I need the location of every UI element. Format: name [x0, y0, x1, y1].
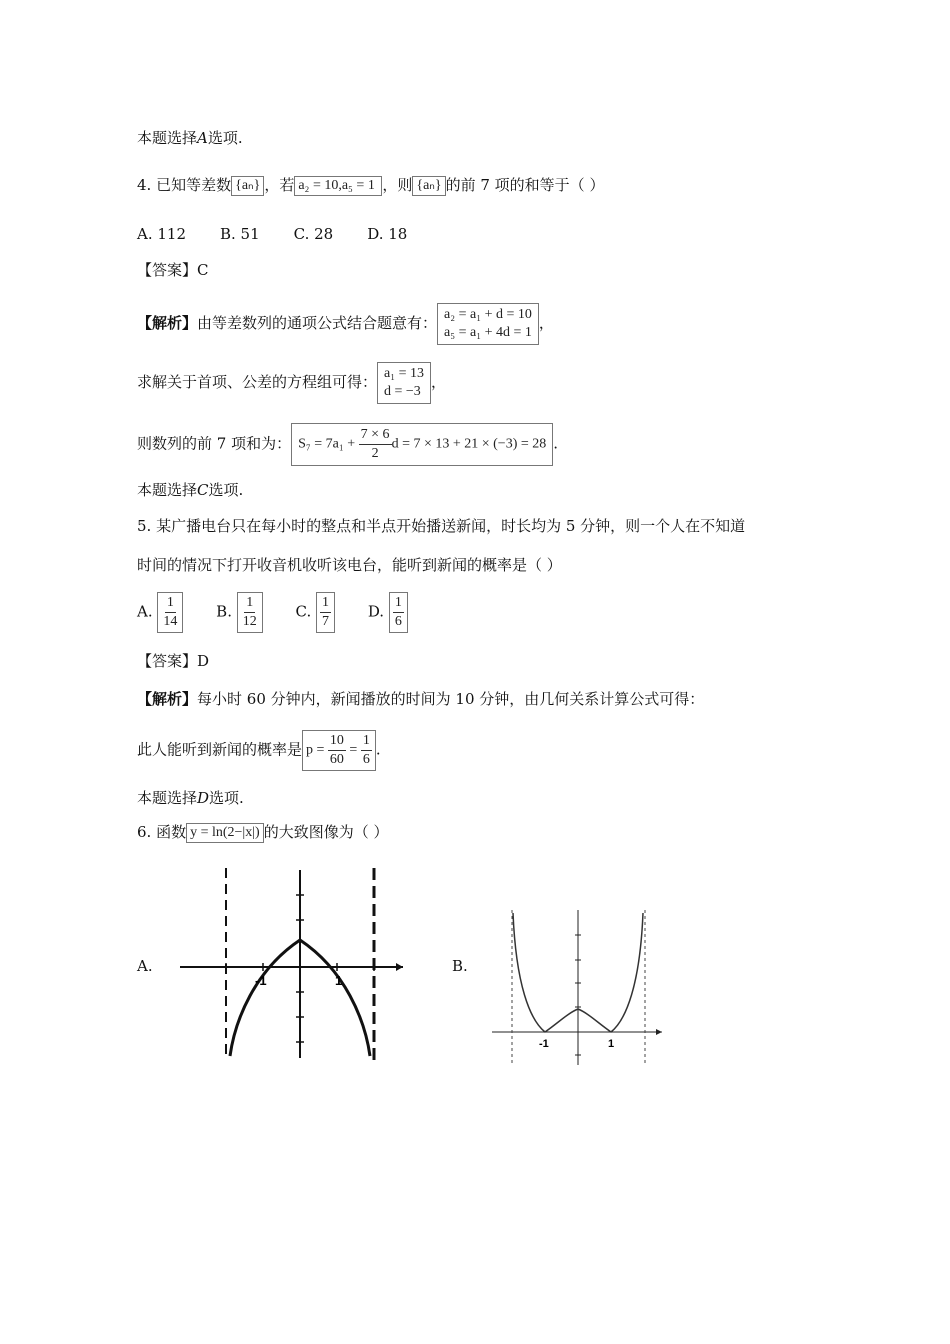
question-5-explanation-2: 此人能听到新闻的概率是 p = $\frac{10}{60}$ = $\frac{1}{6}$ . — [137, 730, 381, 771]
question-6: 6. 函数 y = ln(2−|x|) 的大致图像为（ ） — [137, 823, 389, 841]
prev-answer-selection: 本题选择A选项. — [137, 129, 243, 147]
question-4-explanation-2: 求解关于首项、公差的方程组可得： a₁ = 13 d = −3 ， — [137, 362, 446, 404]
graph-b-tick-1: 1 — [608, 1038, 615, 1050]
graph-a-tick-neg1: -1 — [255, 973, 267, 988]
option-d: D. 18 — [367, 225, 408, 243]
option-c: C. $\frac{1}{7}$ — [296, 592, 336, 633]
question-5-line-1: 5. 某广播电台只在每小时的整点和半点开始播送新闻，时长均为 5 分钟，则一个人在不知道 — [137, 517, 746, 535]
question-4-options — [137, 224, 441, 244]
math-condition: a₂ = 10,a₅ = 1 — [294, 176, 382, 196]
math-sequence: {aₙ} — [231, 176, 264, 196]
graph-b-x-arrow — [656, 1029, 662, 1035]
question-5-line-2: 时间的情况下打开收音机收听该电台，能听到新闻的概率是（ ） — [137, 556, 562, 574]
option-b: B. $\frac{1}{12}$ — [216, 592, 263, 633]
math-function: y = ln(2−|x|) — [186, 823, 264, 843]
question-4-answer: 【答案】C — [137, 261, 209, 279]
question-5-selection: 本题选择D选项. — [137, 789, 244, 807]
graph-a-label: A. — [137, 957, 153, 975]
question-5-options — [137, 592, 436, 633]
question-5-explanation: 【解析】每小时 60 分钟内，新闻播放的时间为 10 分钟，由几何关系计算公式可得： — [137, 690, 705, 708]
sum-formula: S₇ = 7a₁ + $\frac{7 \times 6}{2}$ d = 7 × 13 + 21 × (−3) = 28 — [291, 423, 553, 466]
question-4-explanation-3: 则数列的前 7 项和为： S₇ = 7a₁ + $\frac{7 \times 6}{2}$ d = 7 × 13 + 21 × (−3) = 28 . — [137, 423, 558, 466]
option-c: C. 28 — [293, 225, 334, 243]
option-a: A. 112 — [137, 225, 186, 243]
graph-b-tick-neg1: -1 — [539, 1038, 549, 1050]
question-5-answer: 【答案】D — [137, 652, 210, 670]
graph-a-tick-1: 1 — [335, 973, 343, 988]
equation-system-2: a₁ = 13 d = −3 — [377, 362, 431, 404]
probability-formula: p = $\frac{10}{60}$ = $\frac{1}{6}$ — [302, 730, 376, 771]
graph-b — [490, 905, 665, 1070]
graph-b-label: B. — [452, 957, 468, 975]
question-4: 4. 已知等差数 {aₙ} ，若 a₂ = 10,a₅ = 1 ，则 {aₙ} 的前 7 项的和等于（ ） — [137, 176, 605, 194]
equation-system-1: a₂ = a₁ + d = 10 a₅ = a₁ + 4d = 1 — [437, 303, 539, 345]
graph-a-x-arrow — [396, 963, 403, 971]
question-4-selection: 本题选择C选项. — [137, 481, 244, 499]
option-d: D. $\frac{1}{6}$ — [368, 592, 408, 633]
math-sequence-2: {aₙ} — [412, 176, 445, 196]
graph-a — [175, 860, 405, 1065]
option-b: B. 51 — [220, 225, 260, 243]
question-4-explanation: 【解析】由等差数列的通项公式结合题意有： a₂ = a₁ + d = 10 a₅ = a₁ + 4d = 1 ， — [137, 303, 554, 345]
option-a: A. $\frac{1}{14}$ — [137, 592, 183, 633]
